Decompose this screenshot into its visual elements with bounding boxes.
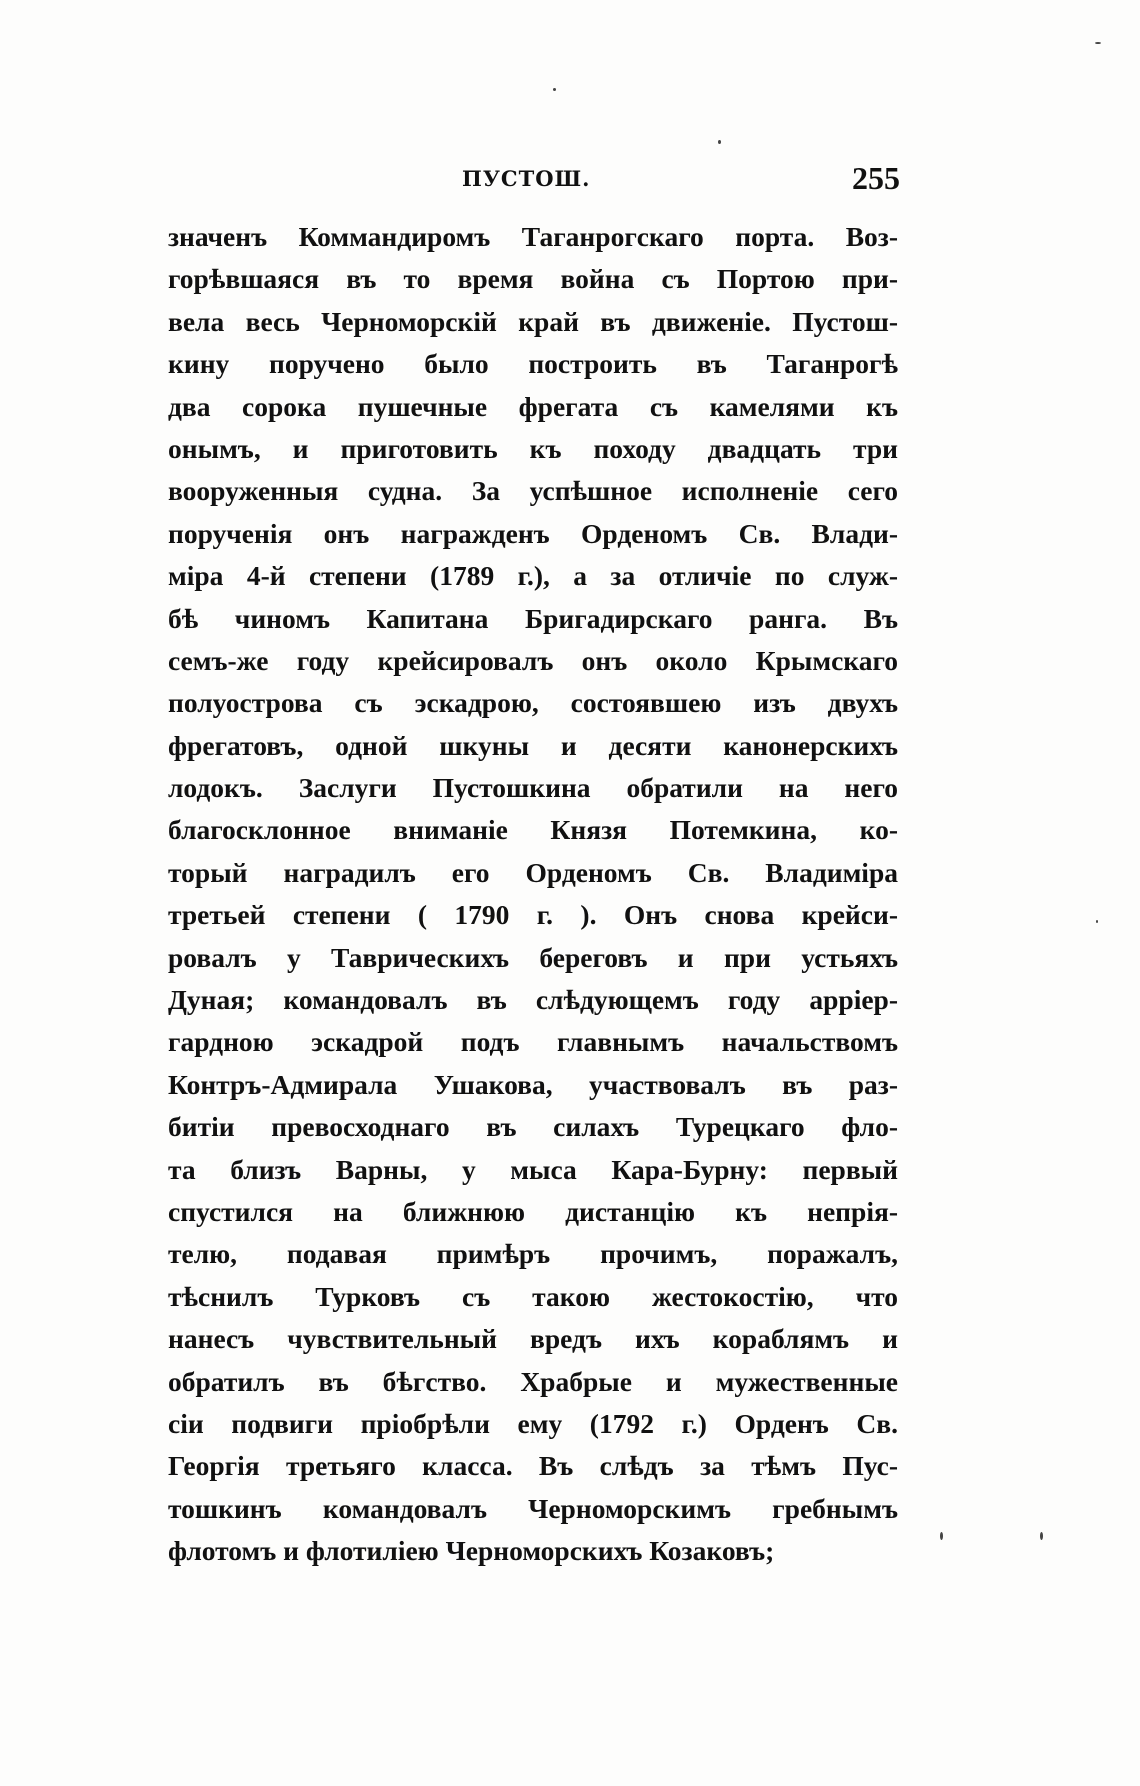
scan-speck bbox=[1040, 1532, 1043, 1540]
text-line-12: полуострова съ эскадрою, состоявшею изъ двухъ bbox=[168, 687, 898, 719]
text-line-5: два сорока пушечные фрегата съ камелями къ bbox=[168, 390, 898, 422]
text-line-17: третьей степени ( 1790 г. ). Онъ снова крейси- bbox=[168, 899, 898, 931]
text-line-25: телю, подавая примѣръ прочимъ, поражалъ, bbox=[168, 1238, 898, 1270]
text-line-4: кину поручено было построить въ Таганрогѣ bbox=[168, 348, 898, 380]
text-line-22: битіи превосходнаго въ силахъ Турецкаго фло- bbox=[168, 1111, 898, 1143]
text-line-8: порученія онъ награжденъ Орденомъ Св. Влади- bbox=[168, 517, 898, 549]
text-line-23: та близъ Варны, у мыса Кара-Бурну: первый bbox=[168, 1153, 898, 1185]
text-line-1: значенъ Коммандиромъ Таганрогскаго порта. Воз- bbox=[168, 221, 898, 252]
text-line-28: обратилъ въ бѣгство. Храбрые и мужественные bbox=[168, 1365, 898, 1397]
scan-speck bbox=[1095, 42, 1101, 44]
text-line-16: торый наградилъ его Орденомъ Св. Владиміра bbox=[168, 856, 898, 888]
text-line-27: нанесъ чувствительный вредъ ихъ кораблямъ и bbox=[168, 1323, 898, 1355]
text-line-7: вооруженныя судна. За успѣшное исполненіе сего bbox=[168, 475, 898, 507]
text-line-14: лодокъ. Заслуги Пустошкина обратили на него bbox=[168, 772, 898, 804]
text-line-10: бѣ чиномъ Капитана Бригадирскаго ранга. Въ bbox=[168, 602, 898, 634]
text-line-32: флотомъ и флотиліею Черноморскихъ Козаковъ; bbox=[168, 1535, 775, 1567]
text-line-2: горѣвшаяся въ то время война съ Портою при- bbox=[168, 263, 898, 295]
text-line-6: онымъ, и приготовить къ походу двадцать три bbox=[168, 432, 898, 464]
text-line-20: гардною эскадрой подъ главнымъ начальствомъ bbox=[168, 1026, 898, 1058]
text-line-13: фрегатовъ, одной шкуны и десяти канонерскихъ bbox=[168, 729, 898, 761]
text-line-21: Контръ-Адмирала Ушакова, участвовалъ въ раз- bbox=[168, 1068, 898, 1100]
running-head: ПУСТОШ. bbox=[462, 166, 591, 191]
scan-speck bbox=[553, 88, 556, 91]
page-header bbox=[150, 160, 900, 200]
body-text bbox=[168, 216, 898, 1573]
page-number: 255 bbox=[852, 160, 900, 196]
text-line-18: ровалъ у Таврическихъ береговъ и при устьяхъ bbox=[168, 941, 898, 973]
text-line-15: благосклонное вниманіе Князя Потемкина, ко- bbox=[168, 814, 898, 846]
text-line-30: Георгія третьяго класса. Въ слѣдъ за тѣмъ Пус- bbox=[168, 1450, 898, 1482]
text-line-3: вела весь Черноморскій край въ движеніе. Пустош- bbox=[168, 305, 898, 337]
text-line-26: тѣснилъ Турковъ съ такою жестокостію, что bbox=[168, 1280, 898, 1312]
text-line-9: міра 4-й степени (1789 г.), а за отличіе по служ- bbox=[168, 560, 898, 592]
text-line-11: семъ-же году крейсировалъ онъ около Крымскаго bbox=[168, 644, 898, 676]
text-line-24: спустился на ближнюю дистанцію къ непрія- bbox=[168, 1195, 898, 1227]
text-line-29: сіи подвиги пріобрѣли ему (1792 г.) Орденъ Св. bbox=[168, 1407, 898, 1439]
text-line-19: Дуная; командовалъ въ слѣдующемъ году арріер- bbox=[168, 984, 898, 1016]
scan-speck bbox=[940, 1532, 943, 1540]
scan-speck bbox=[1096, 920, 1098, 923]
text-line-31: тошкинъ командовалъ Черноморскимъ гребнымъ bbox=[168, 1492, 898, 1524]
scan-speck bbox=[718, 140, 721, 144]
